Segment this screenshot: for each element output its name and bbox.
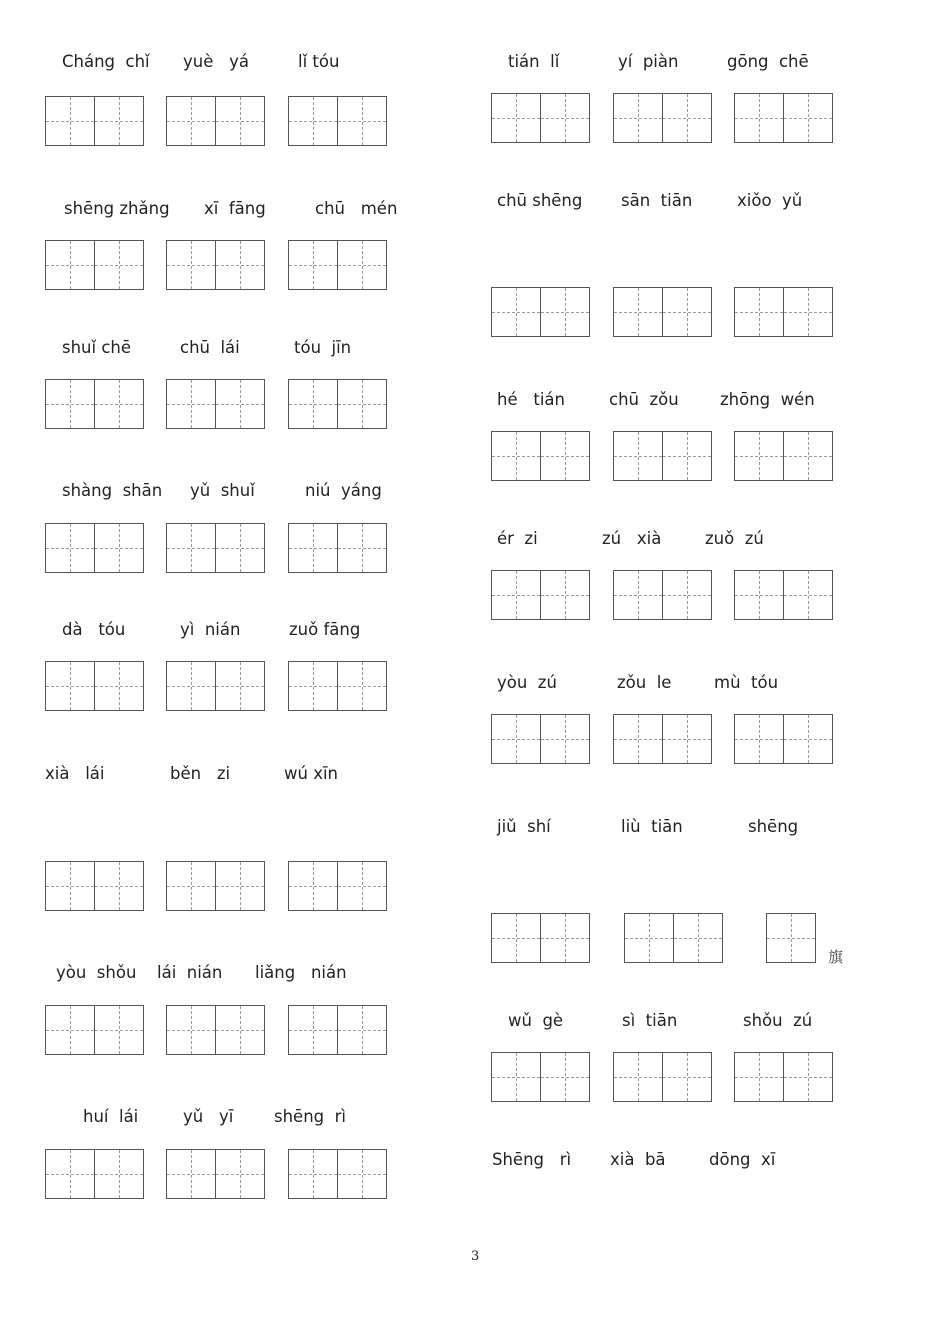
- writing-box[interactable]: [491, 913, 590, 963]
- writing-box[interactable]: [166, 661, 265, 711]
- writing-box[interactable]: [613, 714, 712, 764]
- writing-box[interactable]: [166, 1005, 265, 1055]
- writing-box[interactable]: [491, 1052, 590, 1102]
- writing-box[interactable]: [288, 240, 387, 290]
- pinyin-label: Cháng chǐ: [62, 52, 150, 71]
- pinyin-label: shǒu zú: [743, 1011, 813, 1030]
- pinyin-label: sì tiān: [622, 1011, 678, 1030]
- page-number: 3: [471, 1249, 480, 1264]
- writing-box[interactable]: [288, 523, 387, 573]
- writing-box[interactable]: [288, 1005, 387, 1055]
- writing-box[interactable]: [613, 93, 712, 143]
- writing-box[interactable]: [491, 93, 590, 143]
- pinyin-label: zú xià: [602, 529, 662, 548]
- writing-box[interactable]: [288, 1149, 387, 1199]
- writing-box[interactable]: [613, 1052, 712, 1102]
- pinyin-label: liù tiān: [621, 817, 683, 836]
- pinyin-label: yòu shǒu: [56, 963, 137, 982]
- pinyin-label: xià bā: [610, 1150, 666, 1169]
- writing-box[interactable]: [734, 570, 833, 620]
- writing-box[interactable]: [734, 714, 833, 764]
- pinyin-label: xià lái: [45, 764, 105, 783]
- writing-box[interactable]: [166, 240, 265, 290]
- writing-box[interactable]: [166, 1149, 265, 1199]
- pinyin-label: yuè yá: [183, 52, 249, 71]
- pinyin-label: chū shēng: [497, 191, 583, 210]
- pinyin-label: yì nián: [180, 620, 241, 639]
- writing-box[interactable]: [613, 570, 712, 620]
- writing-box[interactable]: [45, 861, 144, 911]
- writing-box[interactable]: [491, 714, 590, 764]
- writing-box[interactable]: [166, 861, 265, 911]
- pinyin-label: dà tóu: [62, 620, 126, 639]
- pinyin-label: yí piàn: [618, 52, 679, 71]
- pinyin-label: yǔ shuǐ: [190, 481, 255, 500]
- pinyin-label: liǎng nián: [255, 963, 347, 982]
- writing-box[interactable]: [624, 913, 723, 963]
- writing-box[interactable]: [734, 93, 833, 143]
- pinyin-label: wú xīn: [284, 764, 339, 783]
- writing-box[interactable]: [166, 523, 265, 573]
- pinyin-label: gōng chē: [727, 52, 809, 71]
- pinyin-label: shuǐ chē: [62, 338, 132, 357]
- writing-box[interactable]: [45, 523, 144, 573]
- pinyin-label: shēng zhǎng: [64, 199, 170, 218]
- writing-box[interactable]: [491, 287, 590, 337]
- writing-box[interactable]: [734, 1052, 833, 1102]
- writing-box[interactable]: [288, 96, 387, 146]
- writing-box[interactable]: [45, 1005, 144, 1055]
- hint-character: 旗: [828, 948, 844, 966]
- writing-box[interactable]: [734, 287, 833, 337]
- pinyin-label: xī fāng: [204, 199, 266, 218]
- pinyin-label: sān tiān: [621, 191, 693, 210]
- pinyin-label: yǔ yī: [183, 1107, 234, 1126]
- writing-box[interactable]: [613, 287, 712, 337]
- pinyin-label: niú yáng: [305, 481, 382, 500]
- pinyin-label: shēng rì: [274, 1107, 346, 1126]
- pinyin-label: zuǒ zú: [705, 529, 764, 548]
- pinyin-label: ér zi: [497, 529, 538, 548]
- pinyin-label: zǒu le: [617, 673, 672, 692]
- pinyin-label: běn zi: [170, 764, 231, 783]
- writing-box[interactable]: [491, 431, 590, 481]
- pinyin-label: wǔ gè: [508, 1011, 564, 1030]
- pinyin-label: tóu jīn: [294, 338, 352, 357]
- pinyin-label: huí lái: [83, 1107, 139, 1126]
- pinyin-label: Shēng rì: [492, 1150, 572, 1169]
- pinyin-label: jiǔ shí: [497, 817, 551, 836]
- pinyin-label: zhōng wén: [720, 390, 815, 409]
- pinyin-label: chū zǒu: [609, 390, 679, 409]
- writing-box[interactable]: [288, 661, 387, 711]
- pinyin-label: mù tóu: [714, 673, 779, 692]
- pinyin-label: tián lǐ: [508, 52, 560, 71]
- pinyin-label: hé tián: [497, 390, 565, 409]
- pinyin-label: dōng xī: [709, 1150, 776, 1169]
- writing-box[interactable]: [45, 661, 144, 711]
- writing-box[interactable]: [45, 240, 144, 290]
- pinyin-label: shàng shān: [62, 481, 163, 500]
- writing-box-single[interactable]: [766, 913, 816, 963]
- writing-box[interactable]: [288, 379, 387, 429]
- writing-box[interactable]: [734, 431, 833, 481]
- pinyin-label: lái nián: [157, 963, 223, 982]
- pinyin-label: yòu zú: [497, 673, 557, 692]
- writing-box[interactable]: [613, 431, 712, 481]
- writing-box[interactable]: [45, 379, 144, 429]
- pinyin-label: lǐ tóu: [298, 52, 340, 71]
- pinyin-label: xiǒo yǔ: [737, 191, 803, 210]
- writing-box[interactable]: [45, 1149, 144, 1199]
- pinyin-label: shēng: [748, 817, 799, 836]
- pinyin-label: chū mén: [315, 199, 398, 218]
- pinyin-label: zuǒ fāng: [289, 620, 361, 639]
- writing-box[interactable]: [288, 861, 387, 911]
- writing-box[interactable]: [166, 379, 265, 429]
- writing-box[interactable]: [45, 96, 144, 146]
- pinyin-label: chū lái: [180, 338, 240, 357]
- writing-box[interactable]: [166, 96, 265, 146]
- writing-box[interactable]: [491, 570, 590, 620]
